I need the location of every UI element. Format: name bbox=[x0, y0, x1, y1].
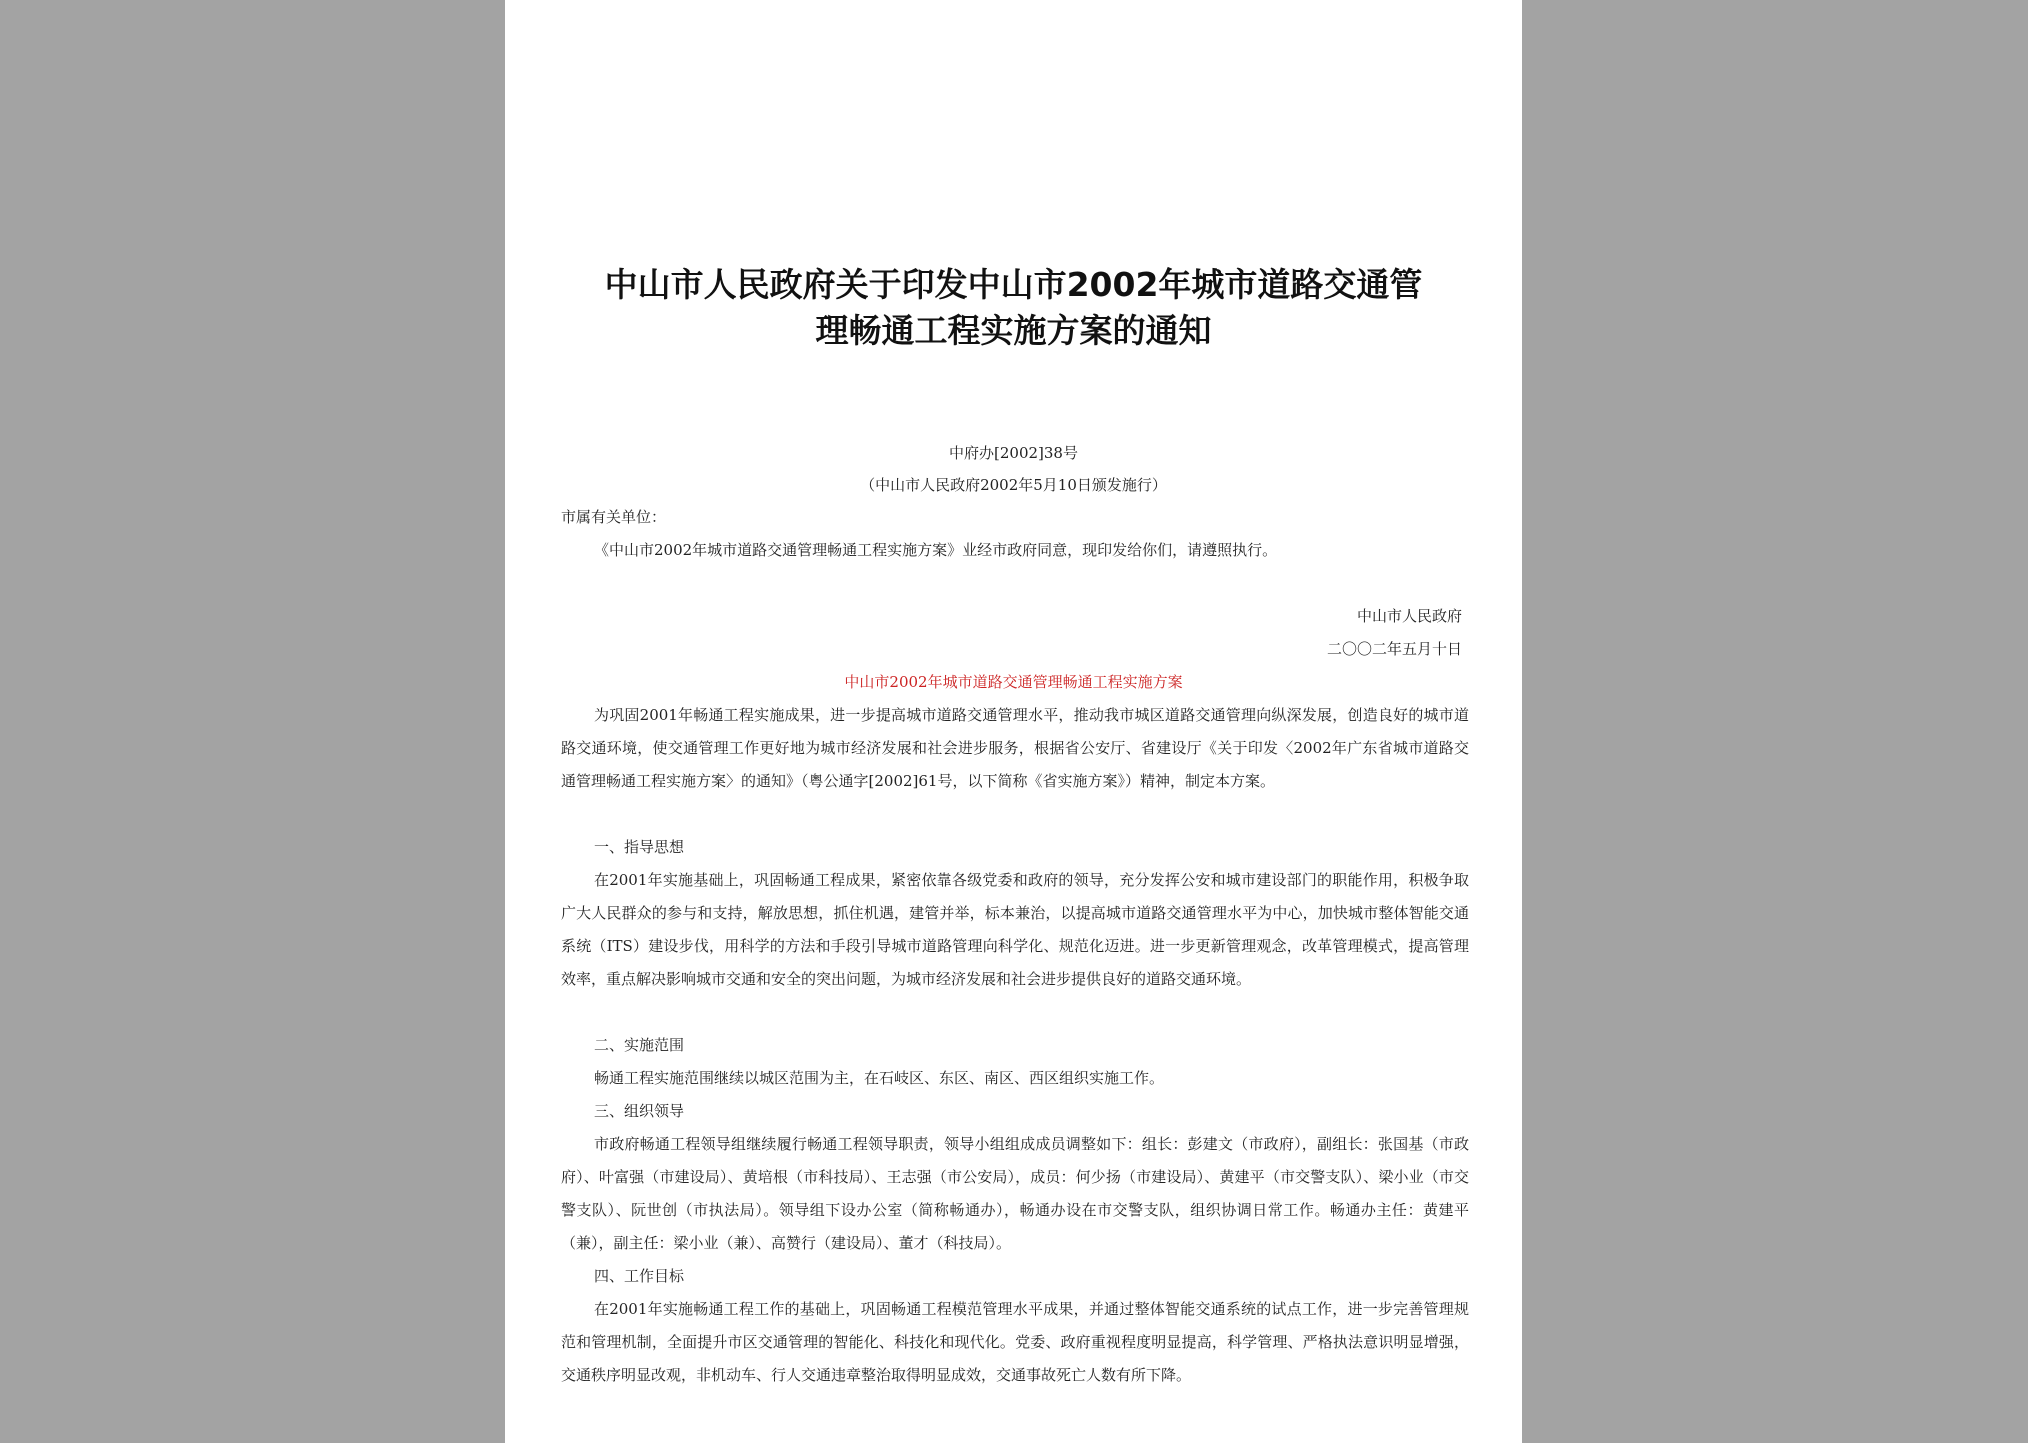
issue-note: （中山市人民政府2002年5月10日颁发施行） bbox=[860, 476, 1167, 494]
intro-paragraph: 《中山市2002年城市道路交通管理畅通工程实施方案》业经市政府同意，现印发给你们，请遵照执行。 bbox=[594, 541, 1278, 559]
section-heading: 二、实施范围 bbox=[594, 1036, 685, 1054]
section-heading: 三、组织领导 bbox=[594, 1102, 685, 1120]
preamble-paragraph: 为巩固2001年畅通工程实施成果，进一步提高城市道路交通管理水平，推动我市城区道路交通管理向纵深发展，创造良好的城市道路交通环境，使交通管理工作更好地为城市经济发展和社会进步服务，根据省公安厅、省建设厅《关于印发〈2002年广东省城市道路交通管理畅通工程实施方案〉的通知》（粤公通字[2002]61号，以下简称《省实施方案》）精神，制定本方案。 bbox=[561, 706, 1469, 790]
signatory: 中山市人民政府 bbox=[1356, 607, 1462, 625]
document-title-line-1: 中山市人民政府关于印发中山市2002年城市道路交通管 bbox=[604, 265, 1423, 304]
document-page bbox=[505, 0, 1522, 1443]
salutation: 市属有关单位： bbox=[561, 508, 667, 526]
section-heading: 四、工作目标 bbox=[594, 1267, 685, 1285]
section-body: 市政府畅通工程领导组继续履行畅通工程领导职责，领导小组组成成员调整如下：组长：彭建文（市政府），副组长：张国基（市政府）、叶富强（市建设局）、黄培根（市科技局）、王志强（市公安局），成员：何少扬（市建设局）、黄建平（市交警支队）、梁小业（市交警支队）、阮世创（市执法局）。领导组下设办公室（简称畅通办），畅通办设在市交警支队，组织协调日常工作。畅通办主任：黄建平（兼），副主任：梁小业（兼）、高赞行（建设局）、董才（科技局）。 bbox=[561, 1135, 1469, 1252]
section-body: 畅通工程实施范围继续以城区范围为主，在石岐区、东区、南区、西区组织实施工作。 bbox=[594, 1069, 1165, 1087]
signature-date: 二〇〇二年五月十日 bbox=[1326, 640, 1462, 658]
plan-subtitle: 中山市2002年城市道路交通管理畅通工程实施方案 bbox=[844, 673, 1183, 691]
section-body: 在2001年实施畅通工程工作的基础上，巩固畅通工程模范管理水平成果，并通过整体智能交通系统的试点工作，进一步完善管理规范和管理机制，全面提升市区交通管理的智能化、科技化和现代化。党委、政府重视程度明显提高，科学管理、严格执法意识明显增强，交通秩序明显改观，非机动车、行人交通违章整治取得明显成效，交通事故死亡人数有所下降。 bbox=[561, 1300, 1469, 1384]
document-title-line-2: 理畅通工程实施方案的通知 bbox=[815, 311, 1212, 350]
section-heading: 一、指导思想 bbox=[594, 838, 685, 856]
document-number: 中府办[2002]38号 bbox=[949, 444, 1078, 462]
section-body: 在2001年实施基础上，巩固畅通工程成果，紧密依靠各级党委和政府的领导，充分发挥公安和城市建设部门的职能作用，积极争取广大人民群众的参与和支持，解放思想，抓住机遇，建管并举，标本兼治，以提高城市道路交通管理水平为中心，加快城市整体智能交通系统（ITS）建设步伐，用科学的方法和手段引导城市道路管理向科学化、规范化迈进。进一步更新管理观念，改革管理模式，提高管理效率，重点解决影响城市交通和安全的突出问题，为城市经济发展和社会进步提供良好的道路交通环境。 bbox=[561, 871, 1469, 988]
